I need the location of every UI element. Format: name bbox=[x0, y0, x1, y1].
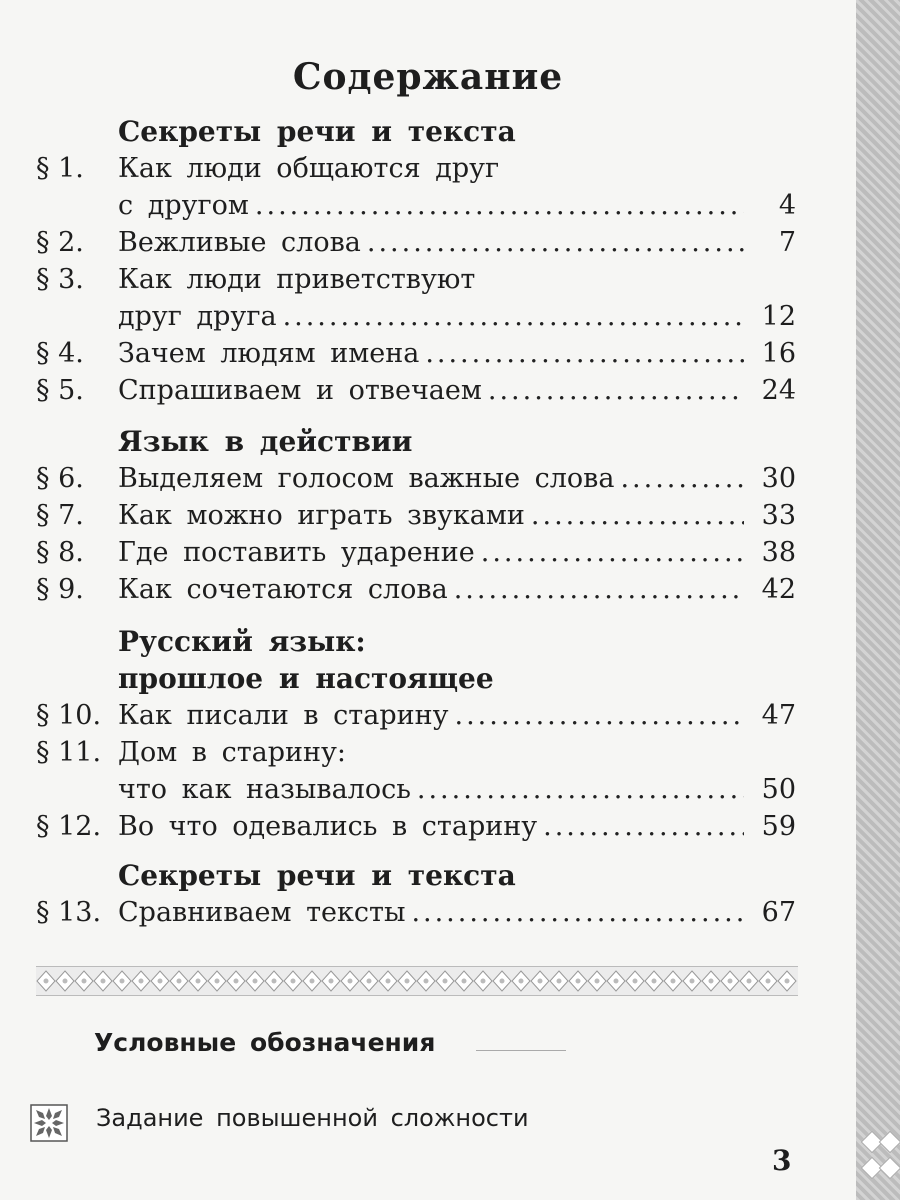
divider-dot bbox=[633, 979, 638, 984]
divider-dot bbox=[614, 979, 619, 984]
entry-number: § 8. bbox=[36, 537, 84, 568]
divider-dot bbox=[595, 979, 600, 984]
entry-number: § 10. bbox=[36, 700, 102, 731]
divider-dot bbox=[405, 979, 410, 984]
entry-title: Как сочетаются слова bbox=[118, 574, 448, 605]
section-heading: Секреты речи и текста bbox=[118, 859, 516, 892]
divider-dot bbox=[158, 979, 163, 984]
dot-leader bbox=[425, 336, 744, 372]
divider-dot bbox=[234, 979, 239, 984]
entry-page-number: 16 bbox=[761, 338, 796, 369]
dot-leader bbox=[455, 698, 745, 734]
entry-number: § 12. bbox=[36, 811, 102, 842]
entry-number: § 7. bbox=[36, 500, 84, 531]
entry-page-number: 33 bbox=[761, 500, 796, 531]
entry-title: Сравниваем тексты bbox=[118, 897, 406, 928]
divider-dot bbox=[82, 979, 87, 984]
entry-title: Как люди приветствуют bbox=[118, 264, 476, 295]
entry-title: Спрашиваем и отвечаем bbox=[118, 375, 482, 406]
divider-dot bbox=[139, 979, 144, 984]
divider-dot bbox=[424, 979, 429, 984]
divider-dot bbox=[652, 979, 657, 984]
ornament-divider bbox=[36, 966, 798, 996]
entry-title: Как писали в старину bbox=[118, 700, 449, 731]
divider-dot bbox=[177, 979, 182, 984]
divider-dot bbox=[557, 979, 562, 984]
page-number: 3 bbox=[772, 1144, 792, 1177]
legend-item-text: Задание повышенной сложности bbox=[96, 1104, 529, 1132]
toc-entry[interactable] bbox=[118, 299, 796, 335]
toc-entry[interactable] bbox=[118, 336, 796, 372]
entry-title: Вежливые слова bbox=[118, 227, 361, 258]
divider-dot bbox=[348, 979, 353, 984]
toc-entry[interactable] bbox=[118, 572, 796, 608]
divider-dot bbox=[462, 979, 467, 984]
entry-page-number: 50 bbox=[761, 774, 796, 805]
divider-dot bbox=[576, 979, 581, 984]
divider-dot bbox=[519, 979, 524, 984]
entry-page-number: 42 bbox=[761, 574, 796, 605]
toc-entry[interactable] bbox=[118, 225, 796, 261]
dot-leader bbox=[454, 572, 744, 608]
dot-leader bbox=[531, 498, 744, 534]
entry-title: Как люди общаются друг bbox=[118, 153, 500, 184]
entry-title: Где поставить ударение bbox=[118, 537, 475, 568]
divider-dot bbox=[215, 979, 220, 984]
divider-dot bbox=[291, 979, 296, 984]
divider-dot bbox=[709, 979, 714, 984]
divider-dot bbox=[443, 979, 448, 984]
entry-page-number: 12 bbox=[761, 301, 796, 332]
divider-dot bbox=[481, 979, 486, 984]
star-pattern-icon bbox=[30, 1104, 68, 1142]
divider-dot bbox=[728, 979, 733, 984]
entry-title: Дом в старину: bbox=[118, 737, 346, 768]
divider-dot bbox=[367, 979, 372, 984]
entry-page-number: 59 bbox=[761, 811, 796, 842]
entry-page-number: 24 bbox=[761, 375, 796, 406]
entry-number: § 5. bbox=[36, 375, 84, 406]
entry-page-number: 67 bbox=[761, 897, 796, 928]
dot-leader bbox=[620, 461, 744, 497]
toc-entry[interactable] bbox=[118, 498, 796, 534]
dot-leader bbox=[283, 299, 744, 335]
entry-page-number: 30 bbox=[761, 463, 796, 494]
entry-number: § 3. bbox=[36, 264, 84, 295]
entry-page-number: 7 bbox=[778, 227, 796, 258]
divider-dot bbox=[538, 979, 543, 984]
entry-number: § 2. bbox=[36, 227, 84, 258]
legend-title: Условные обозначения bbox=[94, 1028, 436, 1057]
divider-dot bbox=[101, 979, 106, 984]
toc-entry[interactable] bbox=[118, 188, 796, 224]
divider-dot bbox=[671, 979, 676, 984]
divider-dot bbox=[196, 979, 201, 984]
toc-entry[interactable] bbox=[118, 535, 796, 571]
entry-number: § 6. bbox=[36, 463, 84, 494]
entry-page-number: 4 bbox=[778, 190, 796, 221]
dot-leader bbox=[543, 809, 744, 845]
toc-entry[interactable] bbox=[118, 809, 796, 845]
toc-entry[interactable] bbox=[118, 895, 796, 931]
page-title: Содержание bbox=[292, 56, 564, 98]
section-heading: Язык в действии bbox=[118, 425, 413, 458]
dot-leader bbox=[488, 373, 744, 409]
divider-dot bbox=[766, 979, 771, 984]
divider-dot bbox=[500, 979, 505, 984]
entry-title: Во что одевались в старину bbox=[118, 811, 538, 842]
section-heading: Русский язык: bbox=[118, 625, 366, 658]
dot-leader bbox=[417, 772, 744, 808]
entry-number: § 4. bbox=[36, 338, 84, 369]
entry-title: Выделяем голосом важные слова bbox=[118, 463, 615, 494]
entry-page-number: 47 bbox=[761, 700, 796, 731]
entry-number: § 9. bbox=[36, 574, 84, 605]
entry-number: § 13. bbox=[36, 897, 102, 928]
divider-dot bbox=[386, 979, 391, 984]
toc-entry[interactable] bbox=[118, 373, 796, 409]
entry-title: с другом bbox=[118, 190, 249, 221]
toc-entry[interactable] bbox=[118, 461, 796, 497]
divider-dot bbox=[63, 979, 68, 984]
section-heading: прошлое и настоящее bbox=[118, 662, 494, 695]
dot-leader bbox=[411, 895, 744, 931]
section-heading: Секреты речи и текста bbox=[118, 115, 516, 148]
toc-entry[interactable] bbox=[118, 698, 796, 734]
entry-number: § 11. bbox=[36, 737, 102, 768]
page-edge-strip bbox=[856, 0, 900, 1200]
entry-title: Зачем людям имена bbox=[118, 338, 420, 369]
divider-dot bbox=[690, 979, 695, 984]
divider-dot bbox=[785, 979, 790, 984]
dot-leader bbox=[255, 188, 744, 224]
divider-dot bbox=[329, 979, 334, 984]
entry-title: Как можно играть звуками bbox=[118, 500, 525, 531]
entry-number: § 1. bbox=[36, 153, 84, 184]
toc-entry[interactable] bbox=[118, 772, 796, 808]
divider-dot bbox=[120, 979, 125, 984]
divider-dot bbox=[44, 979, 49, 984]
dot-leader bbox=[481, 535, 744, 571]
entry-title: что как называлось bbox=[118, 774, 411, 805]
divider-dot bbox=[747, 979, 752, 984]
divider-dot bbox=[272, 979, 277, 984]
entry-title: друг друга bbox=[118, 301, 277, 332]
entry-page-number: 38 bbox=[761, 537, 796, 568]
divider-dot bbox=[253, 979, 258, 984]
dot-leader bbox=[367, 225, 744, 261]
divider-dot bbox=[310, 979, 315, 984]
legend-rule bbox=[476, 1050, 566, 1051]
edge-diamond-ornament bbox=[860, 1130, 900, 1194]
